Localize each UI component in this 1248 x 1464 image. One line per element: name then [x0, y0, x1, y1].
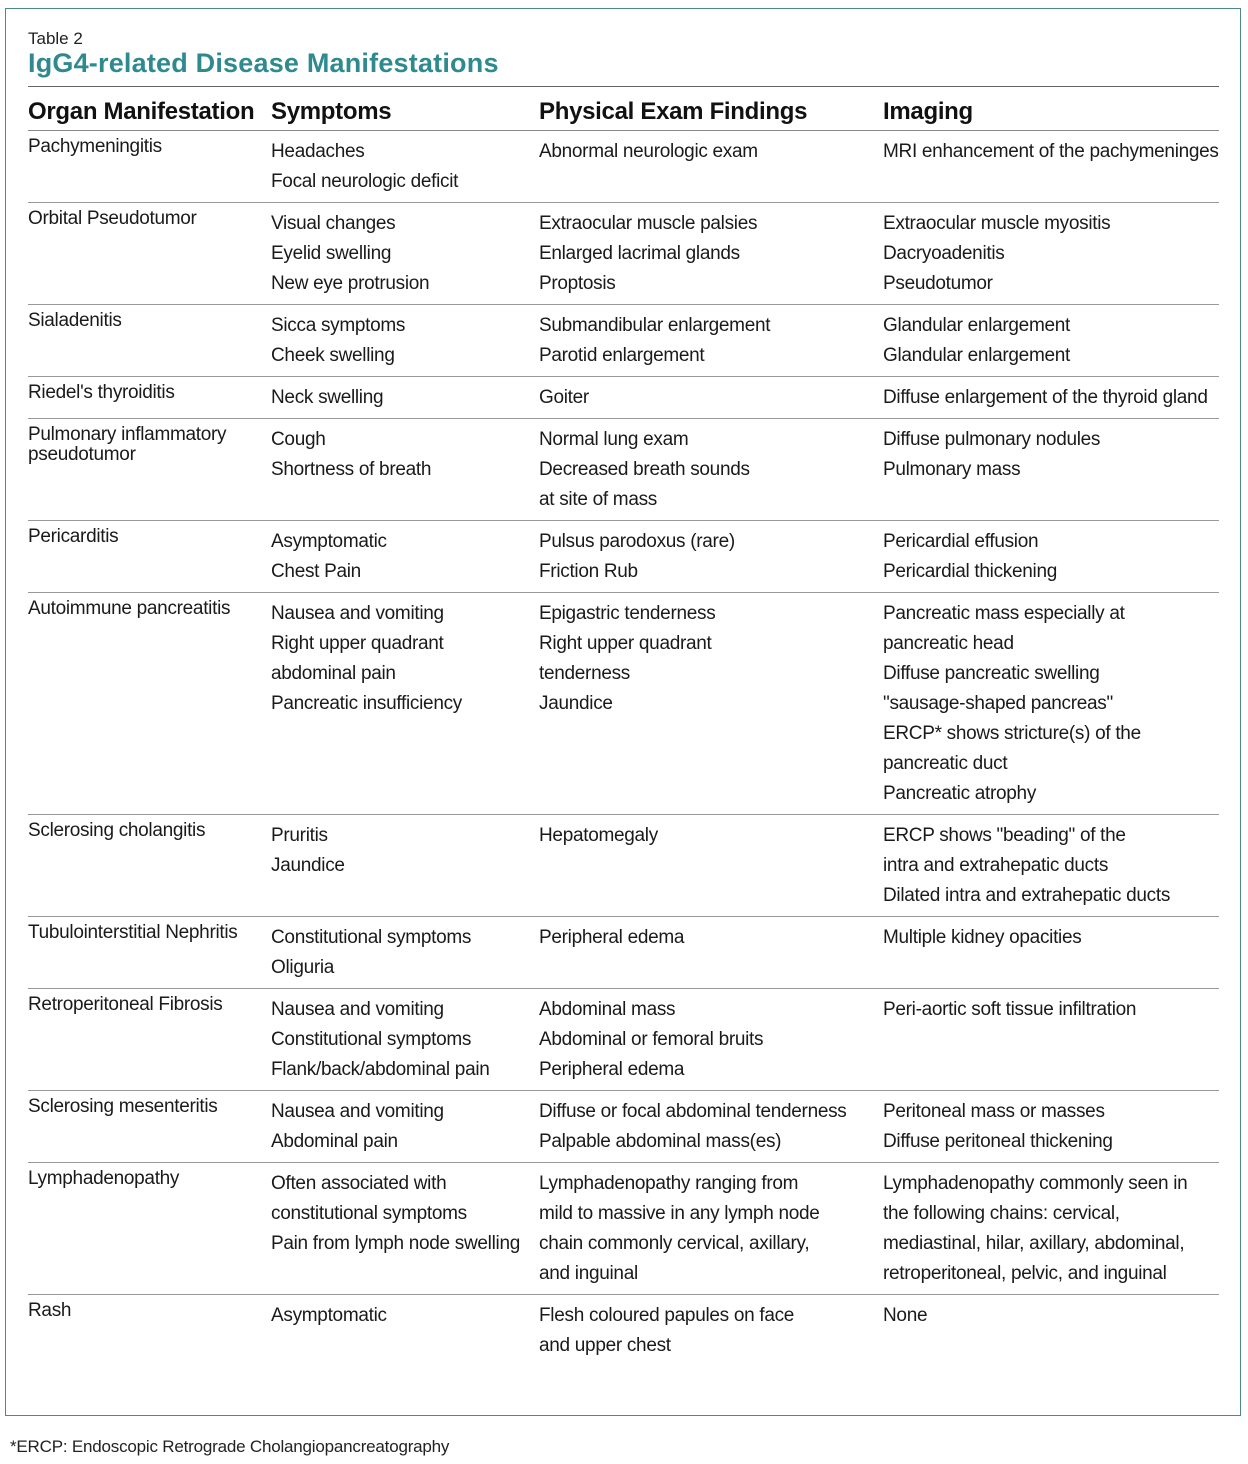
- table-row: [28, 203, 1219, 305]
- cell-line: Sclerosing mesenteritis: [28, 1096, 218, 1117]
- cell-imaging: [883, 305, 1219, 377]
- cell-imaging: [883, 1163, 1219, 1295]
- cell-line: Pulmonary mass: [883, 459, 1021, 480]
- cell-line: Cheek swelling: [271, 345, 395, 366]
- cell-line: Normal lung exam: [539, 429, 689, 450]
- cell-line: Headaches: [271, 141, 365, 162]
- cell-line: Sicca symptoms: [271, 315, 406, 336]
- cell-line: Hepatomegaly: [539, 825, 658, 846]
- cell-line: Often associated with: [271, 1173, 447, 1194]
- cell-imaging: [883, 131, 1219, 203]
- cell-line: Abdominal pain: [271, 1131, 398, 1152]
- cell-exam: [539, 917, 883, 989]
- table-row: [28, 521, 1219, 593]
- cell-line: Submandibular enlargement: [539, 315, 771, 336]
- cell-line: Asymptomatic: [271, 531, 387, 552]
- cell-organ: [28, 203, 271, 305]
- cell-symptoms: [271, 1091, 539, 1163]
- table-body: [28, 131, 1219, 1367]
- header-exam: Physical Exam Findings: [539, 92, 883, 131]
- cell-line: Lymphadenopathy ranging from: [539, 1173, 799, 1194]
- cell-line: ERCP shows "beading" of the: [883, 825, 1126, 846]
- cell-line: Pseudotumor: [883, 273, 993, 294]
- cell-exam: [539, 815, 883, 917]
- cell-line: Lymphadenopathy commonly seen in: [883, 1173, 1188, 1194]
- cell-line: Peripheral edema: [539, 927, 685, 948]
- cell-line: Sialadenitis: [28, 310, 122, 331]
- cell-line: Constitutional symptoms: [271, 927, 472, 948]
- cell-line: Jaundice: [539, 693, 613, 714]
- cell-organ: [28, 815, 271, 917]
- cell-line: None: [883, 1305, 928, 1326]
- header-organ: Organ Manifestation: [28, 92, 271, 131]
- cell-line: Right upper quadrant: [271, 633, 444, 654]
- cell-exam: [539, 593, 883, 815]
- cell-line: Retroperitoneal Fibrosis: [28, 994, 223, 1015]
- cell-organ: [28, 989, 271, 1091]
- cell-line: Pain from lymph node swelling: [271, 1233, 520, 1254]
- cell-line: Riedel's thyroiditis: [28, 382, 175, 403]
- header-row: [28, 92, 1219, 131]
- cell-exam: [539, 1163, 883, 1295]
- cell-line: intra and extrahepatic ducts: [883, 855, 1109, 876]
- cell-imaging: [883, 917, 1219, 989]
- cell-line: Constitutional symptoms: [271, 1029, 472, 1050]
- cell-line: Shortness of breath: [271, 459, 432, 480]
- cell-exam: [539, 1091, 883, 1163]
- cell-line: mediastinal, hilar, axillary, abdominal,: [883, 1233, 1185, 1254]
- table-row: [28, 1295, 1219, 1367]
- cell-organ: [28, 593, 271, 815]
- cell-line: Autoimmune pancreatitis: [28, 598, 231, 619]
- cell-line: and upper chest: [539, 1335, 671, 1356]
- cell-imaging: [883, 1091, 1219, 1163]
- cell-line: Pancreatic mass especially at: [883, 603, 1125, 624]
- cell-imaging: [883, 203, 1219, 305]
- cell-line: Glandular enlargement: [883, 315, 1070, 336]
- header-symptoms: Symptoms: [271, 92, 539, 131]
- cell-line: Tubulointerstitial Nephritis: [28, 922, 238, 943]
- table-row: [28, 989, 1219, 1091]
- cell-line: New eye protrusion: [271, 273, 430, 294]
- cell-line: and inguinal: [539, 1263, 638, 1284]
- cell-line: MRI enhancement of the pachymeninges: [883, 141, 1219, 162]
- cell-line: Neck swelling: [271, 387, 384, 408]
- table-row: [28, 593, 1219, 815]
- cell-line: Peri-aortic soft tissue infiltration: [883, 999, 1137, 1020]
- manifestations-table: [28, 92, 1219, 1366]
- cell-exam: [539, 521, 883, 593]
- cell-line: pancreatic head: [883, 633, 1014, 654]
- cell-symptoms: [271, 203, 539, 305]
- cell-line: Oliguria: [271, 957, 335, 978]
- table-row: [28, 1091, 1219, 1163]
- cell-line: Epigastric tenderness: [539, 603, 716, 624]
- cell-line: Multiple kidney opacities: [883, 927, 1082, 948]
- cell-line: chain commonly cervical, axillary,: [539, 1233, 810, 1254]
- cell-line: Pancreatic atrophy: [883, 783, 1037, 804]
- cell-line: Flank/back/abdominal pain: [271, 1059, 490, 1080]
- cell-exam: [539, 305, 883, 377]
- table-row: [28, 419, 1219, 521]
- cell-line: Pericardial effusion: [883, 531, 1039, 552]
- cell-organ: [28, 917, 271, 989]
- cell-line: Peripheral edema: [539, 1059, 685, 1080]
- cell-line: mild to massive in any lymph node: [539, 1203, 820, 1224]
- cell-imaging: [883, 419, 1219, 521]
- cell-exam: [539, 1295, 883, 1367]
- cell-line: pancreatic duct: [883, 753, 1008, 774]
- cell-line: Palpable abdominal mass(es): [539, 1131, 782, 1152]
- cell-line: Pruritis: [271, 825, 328, 846]
- cell-line: tenderness: [539, 663, 631, 684]
- table-row: [28, 1163, 1219, 1295]
- cell-line: Asymptomatic: [271, 1305, 387, 1326]
- cell-line: Lymphadenopathy: [28, 1168, 180, 1189]
- cell-line: Dilated intra and extrahepatic ducts: [883, 885, 1171, 906]
- cell-organ: [28, 377, 271, 419]
- cell-line: abdominal pain: [271, 663, 396, 684]
- cell-line: Decreased breath sounds: [539, 459, 750, 480]
- cell-organ: [28, 521, 271, 593]
- cell-line: Sclerosing cholangitis: [28, 820, 206, 841]
- table-row: [28, 131, 1219, 203]
- cell-imaging: [883, 377, 1219, 419]
- cell-line: Rash: [28, 1300, 72, 1321]
- cell-line: Diffuse pancreatic swelling: [883, 663, 1100, 684]
- cell-line: Abdominal mass: [539, 999, 676, 1020]
- cell-line: the following chains: cervical,: [883, 1203, 1120, 1224]
- cell-imaging: [883, 593, 1219, 815]
- cell-line: Pulmonary inflammatory pseudotumor: [28, 424, 227, 465]
- cell-line: Pachymeningitis: [28, 136, 162, 157]
- title-divider: [28, 86, 1219, 87]
- cell-organ: [28, 1295, 271, 1367]
- cell-symptoms: [271, 1295, 539, 1367]
- cell-imaging: [883, 1295, 1219, 1367]
- cell-line: Pancreatic insufficiency: [271, 693, 462, 714]
- cell-line: Pulsus parodoxus (rare): [539, 531, 735, 552]
- cell-imaging: [883, 521, 1219, 593]
- cell-line: Pericardial thickening: [883, 561, 1057, 582]
- table-row: [28, 305, 1219, 377]
- cell-line: Dacryoadenitis: [883, 243, 1005, 264]
- cell-line: Diffuse peritoneal thickening: [883, 1131, 1113, 1152]
- cell-line: Enlarged lacrimal glands: [539, 243, 740, 264]
- header-imaging: Imaging: [883, 92, 1219, 131]
- cell-imaging: [883, 815, 1219, 917]
- cell-line: Eyelid swelling: [271, 243, 392, 264]
- cell-line: "sausage-shaped pancreas": [883, 693, 1113, 714]
- cell-line: Cough: [271, 429, 326, 450]
- cell-line: Orbital Pseudotumor: [28, 208, 197, 229]
- table-row: [28, 815, 1219, 917]
- cell-symptoms: [271, 917, 539, 989]
- cell-line: Flesh coloured papules on face: [539, 1305, 795, 1326]
- cell-organ: [28, 131, 271, 203]
- cell-line: at site of mass: [539, 489, 657, 510]
- cell-line: Nausea and vomiting: [271, 1101, 444, 1122]
- cell-symptoms: [271, 521, 539, 593]
- cell-line: Peritoneal mass or masses: [883, 1101, 1105, 1122]
- cell-line: Abdominal or femoral bruits: [539, 1029, 764, 1050]
- cell-line: Chest Pain: [271, 561, 361, 582]
- cell-organ: [28, 419, 271, 521]
- cell-imaging: [883, 989, 1219, 1091]
- cell-line: Goiter: [539, 387, 589, 408]
- cell-line: Right upper quadrant: [539, 633, 712, 654]
- cell-symptoms: [271, 1163, 539, 1295]
- cell-line: constitutional symptoms: [271, 1203, 467, 1224]
- cell-line: Glandular enlargement: [883, 345, 1070, 366]
- cell-line: Pericarditis: [28, 526, 119, 547]
- cell-symptoms: [271, 131, 539, 203]
- table-row: [28, 917, 1219, 989]
- cell-line: ERCP* shows stricture(s) of the: [883, 723, 1141, 744]
- cell-line: Diffuse pulmonary nodules: [883, 429, 1101, 450]
- cell-exam: [539, 989, 883, 1091]
- cell-line: Diffuse or focal abdominal tenderness: [539, 1101, 847, 1122]
- cell-symptoms: [271, 419, 539, 521]
- cell-line: Proptosis: [539, 273, 616, 294]
- cell-line: Extraocular muscle palsies: [539, 213, 758, 234]
- cell-line: Focal neurologic deficit: [271, 171, 459, 192]
- table-row: [28, 377, 1219, 419]
- cell-exam: [539, 131, 883, 203]
- cell-line: Abnormal neurologic exam: [539, 141, 758, 162]
- cell-line: Nausea and vomiting: [271, 603, 444, 624]
- cell-symptoms: [271, 305, 539, 377]
- cell-symptoms: [271, 989, 539, 1091]
- table-title: IgG4-related Disease Manifestations: [28, 48, 499, 78]
- cell-symptoms: [271, 377, 539, 419]
- footnote: *ERCP: Endoscopic Retrograde Cholangiopancreatography: [10, 1437, 450, 1456]
- cell-organ: [28, 305, 271, 377]
- cell-line: retroperitoneal, pelvic, and inguinal: [883, 1263, 1167, 1284]
- table-label: Table 2: [28, 29, 83, 48]
- cell-line: Jaundice: [271, 855, 345, 876]
- cell-line: Parotid enlargement: [539, 345, 705, 366]
- cell-line: Nausea and vomiting: [271, 999, 444, 1020]
- cell-line: Extraocular muscle myositis: [883, 213, 1111, 234]
- cell-exam: [539, 203, 883, 305]
- cell-exam: [539, 419, 883, 521]
- cell-symptoms: [271, 593, 539, 815]
- cell-line: Diffuse enlargement of the thyroid gland: [883, 387, 1208, 408]
- cell-exam: [539, 377, 883, 419]
- cell-organ: [28, 1091, 271, 1163]
- cell-symptoms: [271, 815, 539, 917]
- cell-line: Visual changes: [271, 213, 396, 234]
- cell-organ: [28, 1163, 271, 1295]
- cell-line: Friction Rub: [539, 561, 638, 582]
